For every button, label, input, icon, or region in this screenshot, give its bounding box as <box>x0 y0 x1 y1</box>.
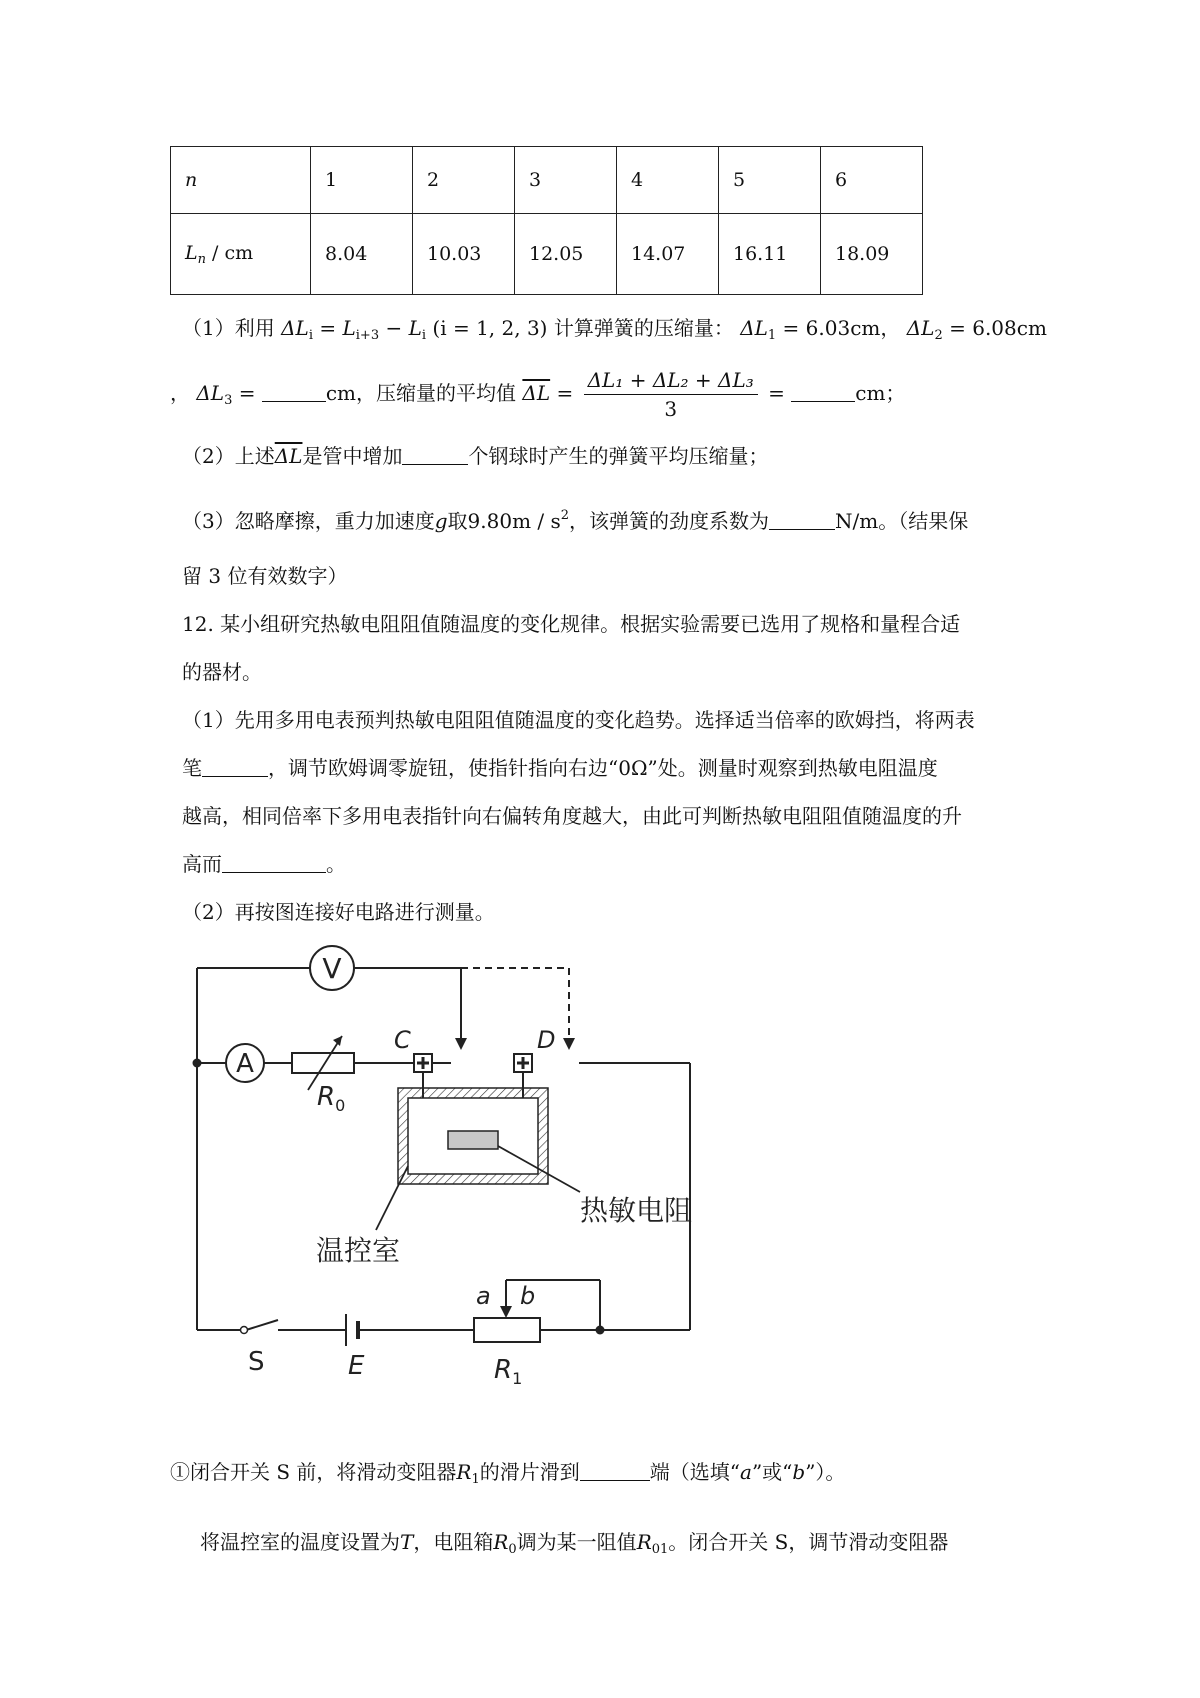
q12-part1-line3: 越高，相同倍率下多用电表指针向右偏转角度越大，由此可判断热敏电阻阻值随温度的升 <box>182 804 962 828</box>
thermistor <box>448 1131 498 1149</box>
q12-step2: 将温控室的温度设置为T，电阻箱$R_0$调为某一阻值$R_{01}$。闭合开关 S，调节滑动变阻器 <box>200 1530 949 1557</box>
table-cell: 10.03 <box>413 214 515 295</box>
q12-intro-line1: 12. 某小组研究热敏电阻阻值随温度的变化规律。根据实验需要已选用了规格和量程合适 <box>182 612 961 636</box>
answer-blank[interactable] <box>222 854 326 873</box>
r1-label: $R_1$ <box>494 1355 523 1388</box>
table-header-cell: 5 <box>719 147 821 214</box>
answer-blank[interactable] <box>202 758 268 777</box>
r0-label: $R_0$ <box>317 1082 346 1115</box>
answer-blank[interactable] <box>262 383 326 402</box>
table-header-cell: 3 <box>515 147 617 214</box>
table-header-cell: 1 <box>311 147 413 214</box>
chamber-pointer <box>376 1166 408 1230</box>
table-row <box>171 147 923 214</box>
terminal-c-label: C <box>394 1026 411 1054</box>
table-cell: 8.04 <box>311 214 413 295</box>
switch-label: S <box>248 1347 265 1377</box>
arrow-head-icon <box>563 1038 575 1050</box>
circuit-diagram <box>180 930 780 1400</box>
table-cell: 16.11 <box>719 214 821 295</box>
q11-part3-line2: 留 3 位有效数字） <box>182 564 348 588</box>
battery-label: E <box>348 1351 365 1381</box>
q11-part2: （2）上述$\overline{\Delta L}$是管中增加 个钢球时产生的弹簧平均压缩量； <box>182 444 769 468</box>
q11-part1-line1: （1）利用 $\Delta L_i = L_{i+3} - L_i$ (i = 1, 2, 3) 计算弹簧的压缩量： $\Delta L_1 = 6.03cm$， $\Delta L_2 = 6.08cm$ <box>182 316 1047 343</box>
table-header-cell: 2 <box>413 147 515 214</box>
switch-contact <box>241 1327 248 1334</box>
junction-dot <box>596 1326 605 1335</box>
chamber-label: 温控室 <box>316 1234 401 1267</box>
junction-dot <box>193 1059 202 1068</box>
q12-part1-line4: 高而 。 <box>182 852 346 876</box>
table-header-cell: 4 <box>617 147 719 214</box>
q11-part3-line1: （3）忽略摩擦，重力加速度g取$9.80m / s^2$，该弹簧的劲度系数为 N/m。（结果保 <box>182 508 969 533</box>
ammeter-label: A <box>236 1049 254 1079</box>
answer-blank[interactable] <box>580 1462 650 1481</box>
slider-arrow-icon <box>500 1306 512 1318</box>
spring-data-table <box>170 146 923 295</box>
end-a-label: a <box>476 1282 491 1310</box>
average-fraction: $\frac{\text{ΔL₁ + ΔL₂ + ΔL₃}}{3}$ <box>584 368 758 421</box>
table-cell: 14.07 <box>617 214 719 295</box>
table-row-label: $L_n$ / cm <box>171 214 311 295</box>
terminal-d-label: D <box>537 1026 556 1054</box>
table-header-n: n <box>171 147 311 214</box>
r0-resistor <box>292 1053 354 1073</box>
r1-rheostat <box>474 1318 540 1342</box>
q12-part1-line2: 笔 ，调节欧姆调零旋钮，使指针指向右边“0Ω”处。测量时观察到热敏电阻温度 <box>182 756 938 780</box>
q12-intro-line2: 的器材。 <box>182 660 262 684</box>
q12-part2: （2）再按图连接好电路进行测量。 <box>182 900 495 924</box>
q12-part1-line1: （1）先用多用电表预判热敏电阻阻值随温度的变化趋势。选择适当倍率的欧姆挡，将两表 <box>182 708 975 732</box>
table-cell: 18.09 <box>821 214 923 295</box>
thermistor-label: 热敏电阻 <box>580 1194 693 1227</box>
voltmeter-label: V <box>322 952 342 985</box>
end-b-label: b <box>520 1282 536 1310</box>
switch-blade <box>246 1320 278 1330</box>
table-row <box>171 214 923 295</box>
answer-blank[interactable] <box>769 511 835 530</box>
table-cell: 12.05 <box>515 214 617 295</box>
answer-blank[interactable] <box>791 383 855 402</box>
q11-part1-line2: ， $\Delta L_3$ = cm，压缩量的平均值 $\overline{\Delta L}$ = $\frac{\text{ΔL₁ + ΔL₂ + ΔL₃}}{3}$ = cm； <box>170 368 906 421</box>
table-header-cell: 6 <box>821 147 923 214</box>
q12-step1: ①闭合开关 S 前，将滑动变阻器$R_1$的滑片滑到 端（选填“a”或“b”）。 <box>170 1460 846 1487</box>
answer-blank[interactable] <box>402 446 468 465</box>
arrow-head-icon <box>455 1038 467 1050</box>
